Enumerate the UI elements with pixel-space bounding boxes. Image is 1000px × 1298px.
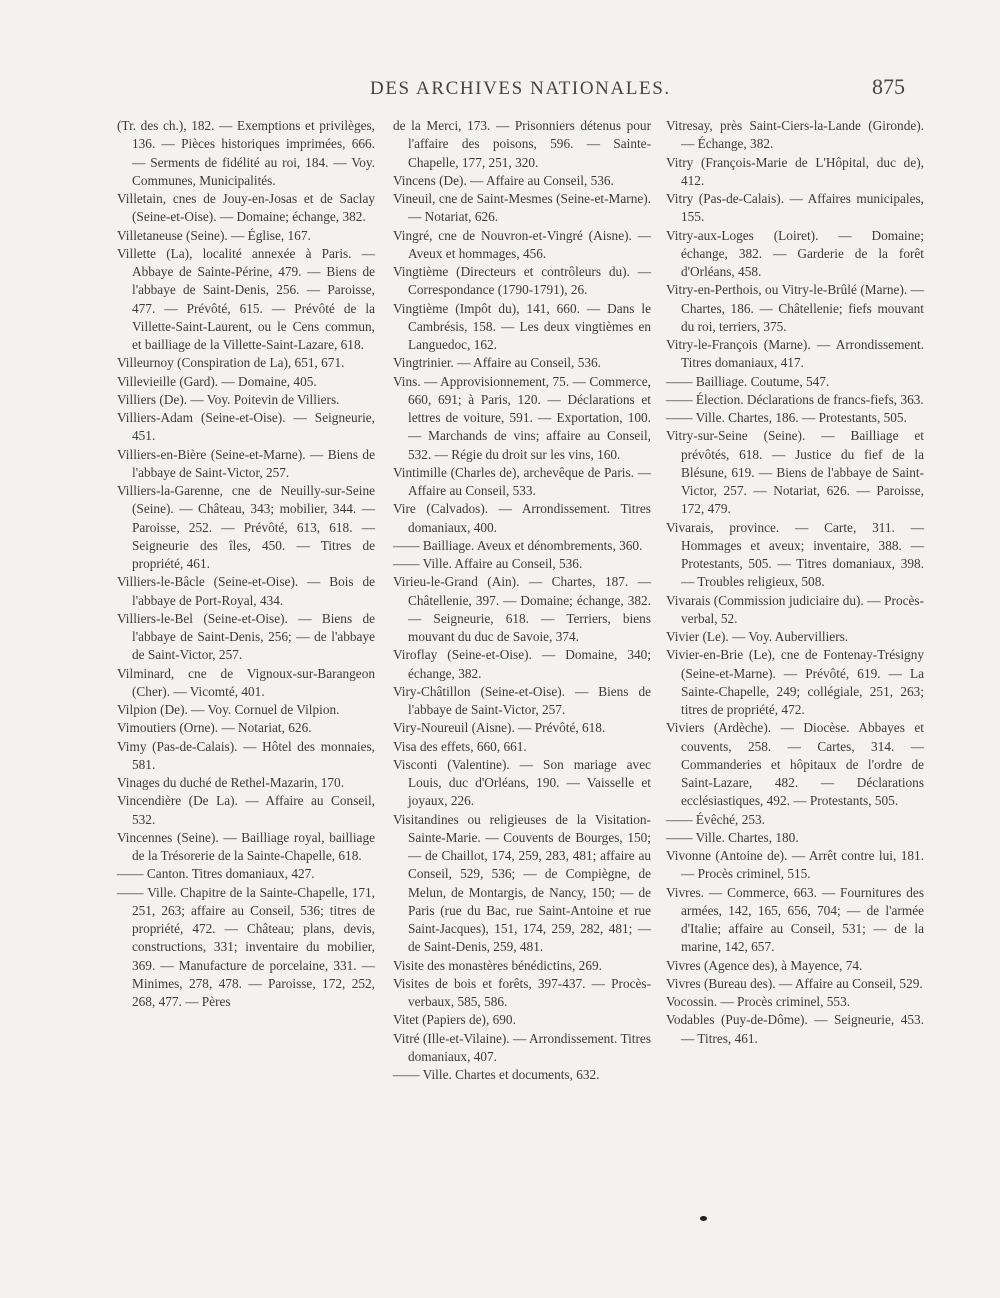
index-entry: Viviers (Ardèche). — Diocèse. Abbayes et couvents, 258. — Cartes, 314. — Commanderies et hôpitaux de l'ordre de Saint-Lazare, 482. — Déclarations ecclésiastiques, 492. — Protestants, 505. — [666, 720, 924, 809]
index-column-1 — [117, 117, 375, 1011]
index-entry: Villiers-en-Bière (Seine-et-Marne). — Biens de l'abbaye de Saint-Victor, 257. — [117, 446, 375, 480]
index-entry: Vineuil, cne de Saint-Mesmes (Seine-et-Marne). — Notariat, 626. — [393, 191, 651, 225]
index-entry: Vingtrinier. — Affaire au Conseil, 536. — [393, 355, 601, 371]
index-entry: Viry-Châtillon (Seine-et-Oise). — Biens de l'abbaye de Saint-Victor, 257. — [393, 683, 651, 717]
index-entry: Vingré, cne de Nouvron-et-Vingré (Aisne). — Aveux et hommages, 456. — [393, 227, 651, 261]
index-entry: Vire (Calvados). — Arrondissement. Titres domaniaux, 400. — [393, 501, 651, 535]
index-entry: Vins. — Approvisionnement, 75. — Commerce, 660, 691; à Paris, 120. — Déclarations et lettres de voiture, 591. — Exportation, 100. — Marchands de vins; affaire au Conseil, 532. — Régie du droit sur les vins, 160. — [393, 373, 651, 462]
index-entry: Villiers-Adam (Seine-et-Oise). — Seigneurie, 451. — [117, 410, 375, 444]
index-entry: Villiers-la-Garenne, cne de Neuilly-sur-Seine (Seine). — Château, 343; mobilier, 344. — Paroisse, 252. — Prévôté, 613, 618. — Seigneurie des îles, 450. — Titres de propriété, 461. — [117, 483, 375, 571]
index-entry: Vivonne (Antoine de). — Arrêt contre lui, 181. — Procès criminel, 515. — [666, 848, 924, 882]
index-entry: Vivres. — Commerce, 663. — Fournitures des armées, 142, 165, 656, 704; — de l'armée d'Italie; affaire au Conseil, 531; — de la marine, 142, 657. — [666, 884, 924, 955]
index-entry: Villiers-le-Bel (Seine-et-Oise). — Biens de l'abbaye de Saint-Denis, 256; — de l'abbaye de Saint-Victor, 257. — [117, 610, 375, 663]
index-entry: Vincennes (Seine). — Bailliage royal, bailliage de la Trésorerie de la Sainte-Chapelle, 618. — [117, 829, 375, 863]
index-entry: —— Ville. Affaire au Conseil, 536. — [393, 556, 583, 571]
index-entry: Viry-Noureuil (Aisne). — Prévôté, 618. — [393, 720, 606, 736]
index-entry: Vimy (Pas-de-Calais). — Hôtel des monnaies, 581. — [117, 738, 375, 772]
index-entry: —— Ville. Chartes, 180. — [666, 829, 799, 845]
index-entry: Villeurnoy (Conspiration de La), 651, 671. — [117, 355, 345, 371]
index-entry: Virieu-le-Grand (Ain). — Chartes, 187. — Châtellenie, 397. — Domaine; échange, 382. — Seigneurie, 618. — Terriers, biens mouvant du duc de Savoie, 374. — [393, 574, 651, 644]
index-entry: Vivarais (Commission judiciaire du). — Procès-verbal, 52. — [666, 592, 924, 626]
index-entry: Vitry (Pas-de-Calais). — Affaires municipales, 155. — [666, 191, 924, 225]
index-entry: Vivier-en-Brie (Le), cne de Fontenay-Trésigny (Seine-et-Marne). — Prévôté, 619. — La Sainte-Chapelle, 249; collégiale, 251, 263; titres de propriété, 472. — [666, 647, 924, 717]
index-entry: Vilminard, cne de Vignoux-sur-Barangeon (Cher). — Vicomté, 401. — [117, 665, 375, 699]
index-entry: de la Merci, 173. — Prisonniers détenus pour l'affaire des poisons, 596. — Sainte-Chapelle, 177, 251, 320. — [393, 118, 651, 170]
index-column-2 — [393, 117, 651, 1084]
index-entry: Vilpion (De). — Voy. Cornuel de Vilpion. — [117, 702, 340, 717]
index-entry: —— Bailliage. Aveux et dénombrements, 360. — [393, 537, 643, 553]
index-entry: Vitry-en-Perthois, ou Vitry-le-Brûlé (Marne). — Chartes, 186. — Châtellenie; fiefs mouvant du roi, terriers, 375. — [666, 282, 924, 334]
index-entry: Visconti (Valentine). — Son mariage avec Louis, duc d'Orléans, 190. — Vaisselle et joyaux, 226. — [393, 756, 651, 809]
index-entry: —— Ville. Chartes et documents, 632. — [393, 1067, 600, 1082]
ink-dot — [700, 1216, 707, 1221]
index-entry: Vitresay, près Saint-Ciers-la-Lande (Gironde). — Échange, 382. — [666, 118, 924, 152]
page-number: 875 — [872, 74, 905, 99]
index-entry: —— Élection. Déclarations de francs-fiefs, 363. — [666, 391, 924, 407]
index-entry: Vitry-sur-Seine (Seine). — Bailliage et prévôtés, 618. — Justice du fief de la Blésune, 619. — Biens de l'abbaye de Saint-Victor, 257. — Notariat, 626. — Paroisse, 172, 479. — [666, 428, 924, 517]
index-entry: Visitandines ou religieuses de la Visitation-Sainte-Marie. — Couvents de Bourges, 150; — de Chaillot, 174, 259, 283, 481; affaire au Conseil, 529, 536; — de Compiègne, de Melun, de Montargis, de Nancy, 150; — de Paris (rue du Bac, rue Saint-Antoine et rue Saint-Jacques), 151, 174, 259, 282, 481; — de Saint-Denis, 259, 481. — [393, 811, 651, 955]
index-entry: Vincens (De). — Affaire au Conseil, 536. — [393, 172, 614, 188]
index-entry: Vocossin. — Procès criminel, 553. — [666, 994, 851, 1009]
index-entry: Vingtième (Directeurs et contrôleurs du). — Correspondance (1790-1791), 26. — [393, 264, 651, 298]
index-entry: —— Ville. Chartes, 186. — Protestants, 505. — [666, 410, 907, 425]
index-entry: Villetain, cnes de Jouy-en-Josas et de Saclay (Seine-et-Oise). — Domaine; échange, 382. — [117, 191, 375, 225]
index-entry: Vimoutiers (Orne). — Notariat, 626. — [117, 720, 312, 736]
index-entry: Vivres (Bureau des). — Affaire au Conseil, 529. — [666, 975, 923, 991]
index-entry: —— Canton. Titres domaniaux, 427. — [117, 866, 315, 882]
page-header — [0, 74, 1000, 102]
index-entry: Villevieille (Gard). — Domaine, 405. — [117, 373, 317, 389]
index-entry: Villiers (De). — Voy. Poitevin de Villiers. — [117, 391, 340, 407]
index-entry: Viroflay (Seine-et-Oise). — Domaine, 340; échange, 382. — [393, 647, 651, 681]
index-entry: Visites de bois et forêts, 397-437. — Procès-verbaux, 585, 586. — [393, 975, 651, 1009]
index-entry: Visa des effets, 660, 661. — [393, 738, 527, 754]
index-entry: Vintimille (Charles de), archevêque de Paris. — Affaire au Conseil, 533. — [393, 464, 651, 498]
index-entry: Villette (La), localité annexée à Paris. — Abbaye de Sainte-Périne, 479. — Biens de l'abbaye de Saint-Denis, 256. — Paroisse, 477. — Prévôté, 615. — Prévôté de la Villette-Saint-Laurent, ou le Cens commun, et bailliage de la Villette-Saint-Lazare, 618. — [117, 245, 375, 352]
index-entry: Vodables (Puy-de-Dôme). — Seigneurie, 453. — Titres, 461. — [666, 1012, 924, 1046]
index-entry: Vitry (François-Marie de L'Hôpital, duc de), 412. — [666, 154, 924, 188]
index-entry: —— Bailliage. Coutume, 547. — [666, 373, 830, 389]
index-entry: Vivres (Agence des), à Mayence, 74. — [666, 957, 863, 973]
index-entry: Vitry-le-François (Marne). — Arrondissement. Titres domaniaux, 417. — [666, 337, 924, 371]
index-entry: —— Ville. Chapitre de la Sainte-Chapelle, 171, 251, 263; affaire au Conseil, 536; titres de propriété, 472. — Château; plans, devis, constructions, 331; inventaire du mobilier, 369. — Manufacture de porcelaine, 331. — Minimes, 278, 478. — Paroisse, 172, 252, 268, 477. — Pères — [117, 884, 375, 1009]
index-entry: Vitet (Papiers de), 690. — [393, 1012, 516, 1028]
index-entry: Villetaneuse (Seine). — Église, 167. — [117, 227, 311, 243]
index-entry: Vitry-aux-Loges (Loiret). — Domaine; échange, 382. — Garderie de la forêt d'Orléans, 458. — [666, 227, 924, 279]
running-title: DES ARCHIVES NATIONALES. — [370, 78, 671, 99]
index-entry: Vincendière (De La). — Affaire au Conseil, 532. — [117, 793, 375, 827]
index-entry: Vinages du duché de Rethel-Mazarin, 170. — [117, 775, 345, 790]
index-entry: —— Évêché, 253. — [666, 811, 765, 827]
index-entry: (Tr. des ch.), 182. — Exemptions et privilèges, 136. — Pièces historiques imprimées, 666. — Serments de fidélité au roi, 184. — Voy. Communes, Municipalités. — [117, 118, 375, 188]
index-entry: Vingtième (Impôt du), 141, 660. — Dans le Cambrésis, 158. — Les deux vingtièmes en Languedoc, 162. — [393, 300, 651, 352]
index-entry: Vivarais, province. — Carte, 311. — Hommages et aveux; inventaire, 388. — Protestants, 505. — Titres domaniaux, 398. — Troubles religieux, 508. — [666, 519, 924, 590]
index-entry: Vivier (Le). — Voy. Aubervilliers. — [666, 629, 849, 644]
index-column-3 — [666, 117, 924, 1048]
index-entry: Visite des monastères bénédictins, 269. — [393, 957, 602, 973]
index-entry: Vitré (Ille-et-Vilaine). — Arrondissement. Titres domaniaux, 407. — [393, 1030, 651, 1064]
index-entry: Villiers-le-Bâcle (Seine-et-Oise). — Bois de l'abbaye de Port-Royal, 434. — [117, 574, 375, 608]
